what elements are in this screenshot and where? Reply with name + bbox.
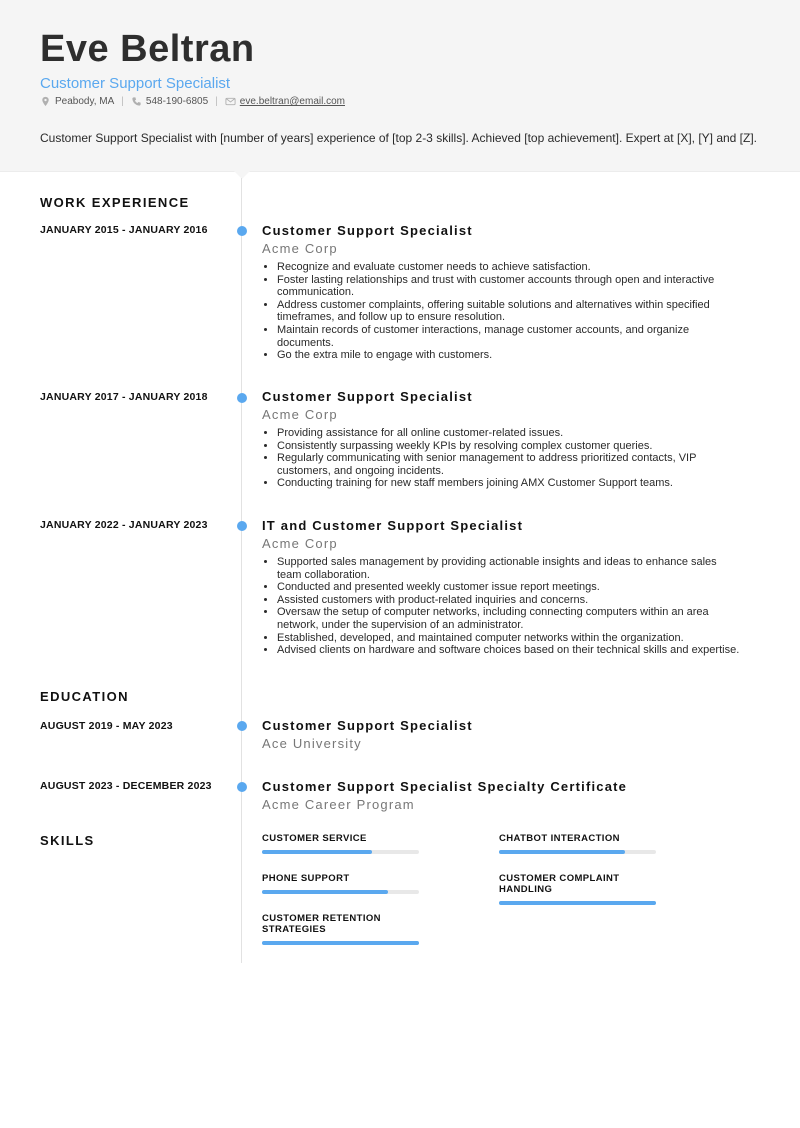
job-title: Customer Support Specialist bbox=[262, 223, 473, 238]
section-title-skills: SKILLS bbox=[40, 833, 95, 848]
email-icon bbox=[225, 96, 236, 107]
contact-phone bbox=[131, 96, 208, 107]
phone-icon bbox=[131, 96, 142, 107]
timeline-dot bbox=[237, 782, 247, 792]
education-entry bbox=[262, 718, 742, 752]
skill-bar-track bbox=[499, 901, 656, 905]
skill-label: CUSTOMER COMPLAINT HANDLING bbox=[499, 873, 620, 895]
job-bullet: • Regularly communicating with senior management to address prioritized contacts, VIP customers, and ongoing incidents. bbox=[277, 452, 742, 477]
skill-item bbox=[499, 873, 659, 905]
timeline-dot bbox=[237, 521, 247, 531]
degree-title: Customer Support Specialist bbox=[262, 718, 473, 733]
job-bullet: • Advised clients on hardware and software choices based on their technical skills and expertise. bbox=[277, 644, 742, 657]
degree-title: Customer Support Specialist Specialty Certificate bbox=[262, 779, 628, 794]
contact-location bbox=[40, 96, 114, 107]
skill-item bbox=[499, 833, 659, 854]
skill-bar-track bbox=[262, 941, 419, 945]
work-entry bbox=[262, 223, 742, 362]
section-title-education: EDUCATION bbox=[40, 689, 129, 704]
skill-bar-fill bbox=[499, 850, 625, 854]
timeline-dot bbox=[237, 721, 247, 731]
skill-bar-track bbox=[499, 850, 656, 854]
work-entry bbox=[262, 389, 742, 490]
job-bullet: • Address customer complaints, offering suitable solutions and alternatives within specified timeframes, and follow up to ensure resolution. bbox=[277, 299, 742, 324]
job-bullet: • Oversaw the setup of computer networks, including connecting computers within an area network, under the supervision of an administrator. bbox=[277, 606, 742, 631]
skill-item bbox=[262, 913, 422, 945]
institution-name: Ace University bbox=[262, 736, 362, 751]
timeline-dot bbox=[237, 393, 247, 403]
skill-bar-fill bbox=[262, 941, 419, 945]
contact-separator: | bbox=[121, 96, 124, 107]
job-bullet: • Conducting training for new staff members joining AMX Customer Support teams. bbox=[277, 477, 742, 490]
contact-email[interactable] bbox=[225, 96, 345, 107]
company-name: Acme Corp bbox=[262, 241, 338, 256]
job-bullet: • Go the extra mile to engage with customers. bbox=[277, 349, 742, 362]
skill-item bbox=[262, 833, 422, 854]
skill-bar-track bbox=[262, 890, 419, 894]
contact-phone-text: 548-190-6805 bbox=[145, 96, 209, 107]
location-pin-icon bbox=[40, 96, 51, 107]
skill-label: CHATBOT INTERACTION bbox=[499, 833, 620, 844]
skill-label: PHONE SUPPORT bbox=[262, 873, 350, 884]
skill-label: CUSTOMER RETENTION STRATEGIES bbox=[262, 913, 381, 935]
company-name: Acme Corp bbox=[262, 407, 338, 422]
job-bullets bbox=[262, 427, 742, 490]
job-bullets bbox=[262, 556, 742, 657]
skill-item bbox=[262, 873, 422, 894]
job-bullet: • Conducted and presented weekly customer issue report meetings. bbox=[277, 581, 742, 594]
job-bullet: • Foster lasting relationships and trust with customer accounts through open and interactive communication. bbox=[277, 274, 742, 299]
contact-bar bbox=[40, 96, 345, 107]
skill-bar-fill bbox=[499, 901, 656, 905]
job-bullet: • Consistently surpassing weekly KPIs by resolving complex customer queries. bbox=[277, 440, 742, 453]
job-bullet: • Recognize and evaluate customer needs to achieve satisfaction. bbox=[277, 261, 742, 274]
job-bullet: • Assisted customers with product-related inquiries and concerns. bbox=[277, 594, 742, 607]
job-bullets bbox=[262, 261, 742, 362]
section-title-work-experience: WORK EXPERIENCE bbox=[40, 195, 190, 210]
job-title: IT and Customer Support Specialist bbox=[262, 518, 524, 533]
institution-name: Acme Career Program bbox=[262, 797, 415, 812]
work-dates: JANUARY 2022 - JANUARY 2023 bbox=[40, 519, 208, 531]
job-title: Customer Support Specialist bbox=[262, 389, 473, 404]
work-dates: JANUARY 2017 - JANUARY 2018 bbox=[40, 391, 208, 403]
skill-bar-fill bbox=[262, 850, 372, 854]
skill-bar-fill bbox=[262, 890, 388, 894]
work-entry bbox=[262, 518, 742, 657]
company-name: Acme Corp bbox=[262, 536, 338, 551]
skill-bar-track bbox=[262, 850, 419, 854]
job-bullet: • Providing assistance for all online customer-related issues. bbox=[277, 427, 742, 440]
candidate-title: Customer Support Specialist bbox=[40, 75, 231, 92]
resume-header bbox=[0, 0, 800, 172]
contact-location-text: Peabody, MA bbox=[55, 96, 115, 107]
education-dates: AUGUST 2019 - MAY 2023 bbox=[40, 720, 173, 732]
job-bullet: • Established, developed, and maintained computer networks within the organization. bbox=[277, 632, 742, 645]
contact-separator: | bbox=[215, 96, 218, 107]
job-bullet: • Supported sales management by providing actionable insights and ideas to enhance sales team collaboration. bbox=[277, 556, 742, 581]
work-dates: JANUARY 2015 - JANUARY 2016 bbox=[40, 224, 208, 236]
timeline-line bbox=[241, 178, 242, 963]
job-bullet: • Maintain records of customer interactions, manage customer accounts, and organize documents. bbox=[277, 324, 742, 349]
timeline-dot bbox=[237, 226, 247, 236]
education-entry bbox=[262, 779, 742, 813]
contact-email-link[interactable]: eve.beltran@email.com bbox=[239, 96, 345, 107]
header-notch bbox=[234, 171, 250, 179]
education-dates: AUGUST 2023 - DECEMBER 2023 bbox=[40, 780, 212, 792]
skill-label: CUSTOMER SERVICE bbox=[262, 833, 367, 844]
candidate-name: Eve Beltran bbox=[40, 28, 255, 70]
summary-text: Customer Support Specialist with [number of years] experience of [top 2-3 skills]. Achieved [top achievement]. Expert at [X], [Y] and [Z]. bbox=[40, 131, 758, 145]
